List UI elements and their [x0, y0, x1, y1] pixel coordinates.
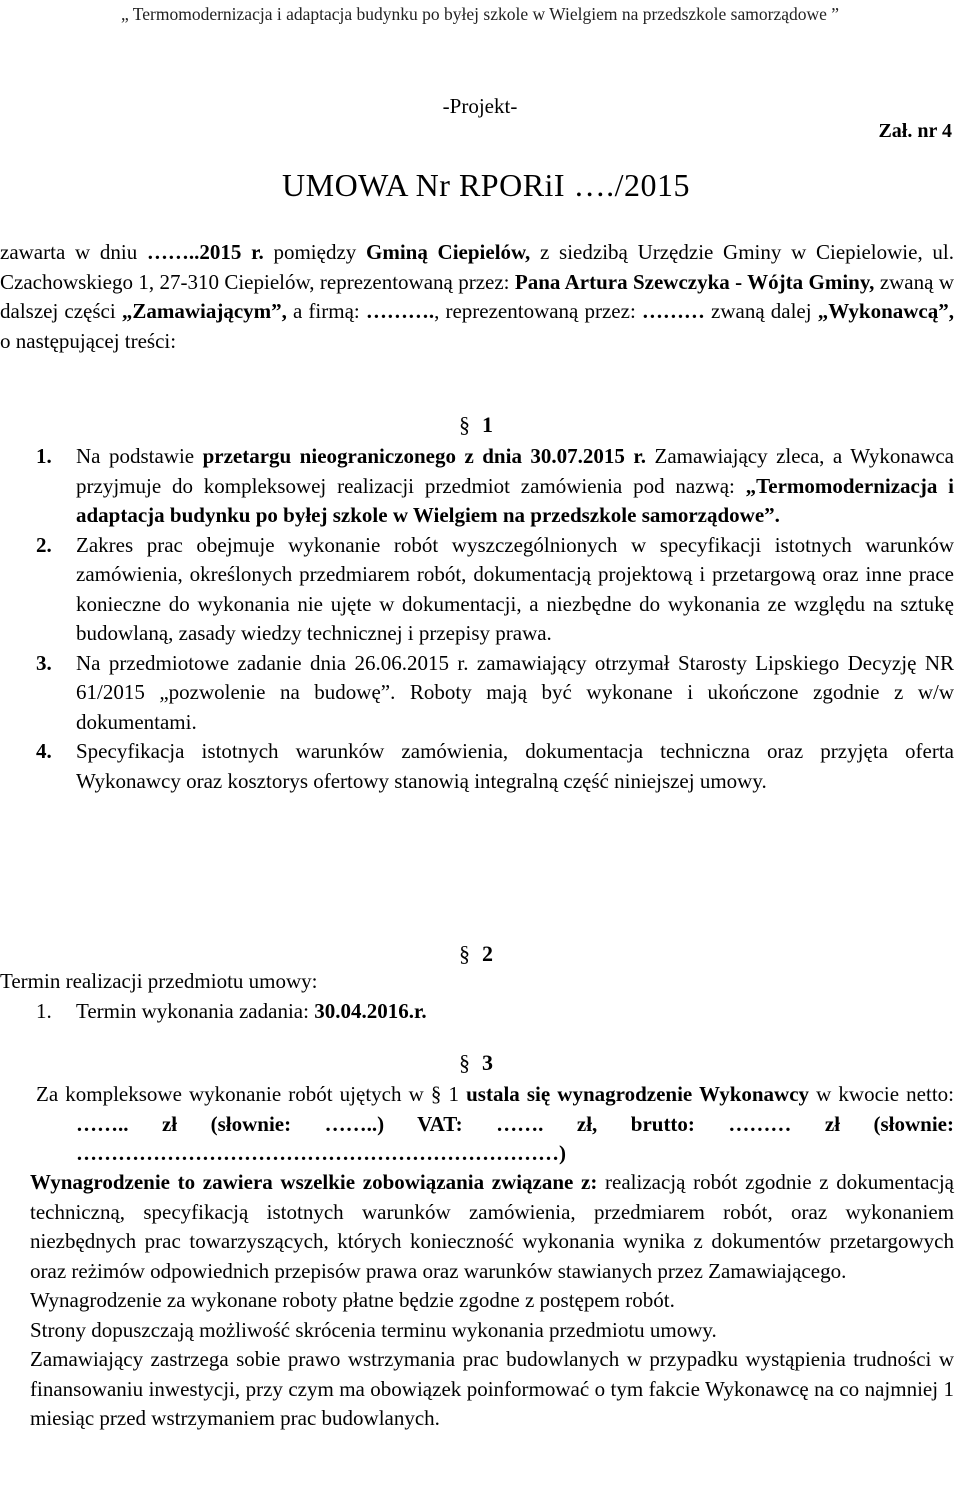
section-2-body [0, 967, 954, 1026]
list-item: 1. Na podstawie przetargu nieograniczonego z dnia 30.07.2015 r. Zamawiający zleca, a Wykonawca przyjmuje do kompleksowej realizacji przedmiot zamówienia pod nazwą: „Termomodernizacja i adaptacja budynku po byłej szkole w Wielgiem na przedszkole samorządowe”. [36, 444, 955, 527]
intro-paragraph: zawarta w dniu ……..2015 r. pomiędzy Gminą Ciepielów, z siedzibą Urzędzie Gminy w Ciepielowie, ul. Czachowskiego 1, 27-310 Ciepielów, reprezentowaną przez: Pana Artura Szewczyka - Wójta Gminy, zwaną w dalszej części „Zamawiającym”, a firmą: ………., reprezentowaną przez: ……… zwaną dalej „Wykonawcą”, o następującej treści: [0, 240, 955, 353]
section-3-body [30, 1168, 954, 1434]
section-heading-1: § 1 [459, 412, 493, 437]
section-3-remuneration: Za kompleksowe wykonanie robót ujętych w § 1 ustala się wynagrodzenie Wykonawcy w kwocie netto: …….. zł (słownie: ……..) VAT: ……. zł, brutto: ……… zł (słownie: ……………………………………………………………) [36, 1082, 954, 1165]
section-symbol: § [459, 941, 470, 966]
section-3-paragraph: Wynagrodzenie za wykonane roboty płatne będzie zgodne z postępem robót. [30, 1288, 675, 1312]
section-heading-3: § 3 [459, 1050, 493, 1075]
section-symbol: § [459, 412, 470, 437]
section-2-lead: Termin realizacji przedmiotu umowy: [0, 969, 318, 993]
section-3-paragraph: Wynagrodzenie to zawiera wszelkie zobowiązania związane z: realizacją robót zgodnie z dokumentacją techniczną, specyfikacją istotnych warunków zamówienia, przedmiarem robót, oraz wykonaniem niezbędnych prac towarzyszących, których konieczność wykonania wynika z dokumentów przetargowych oraz reżimów odpowiednich przepisów prawa oraz warunków stawianych przez Zamawiającego. [30, 1170, 954, 1283]
list-item: 2. Zakres prac obejmuje wykonanie robót wyszczególnionych w specyfikacji istotnych warunków zamówienia, określonych przedmiarem robót, dokumentacją projektową i przetargową oraz inne prace konieczne do wykonania nie ujęte w dokumentacji, a niezbędne do wykonania ze względu na sztukę budowlaną, zasady wiedzy technicznej i przepisy prawa. [36, 532, 954, 645]
projekt-label: -Projekt- [442, 94, 518, 118]
attachment-number: Zał. nr 4 [878, 120, 952, 142]
section-symbol: § [459, 1050, 470, 1075]
section-3-paragraph: Zamawiający zastrzega sobie prawo wstrzymania prac budowlanych w przypadku wystąpienia trudności w finansowaniu inwestycji, przy czym ma obowiązek poinformować o tym fakcie Wykonawcę na co najmniej 1 miesiąc przed wstrzymaniem prac budowlanych. [30, 1347, 954, 1430]
list-item: 1. Termin wykonania zadania: 30.04.2016.r. [36, 998, 427, 1023]
section-1-list [0, 442, 954, 796]
list-item: 4. Specyfikacja istotnych warunków zamówienia, dokumentacja techniczna oraz przyjęta oferta Wykonawcy oraz kosztorys ofertowy stanowią integralną część niniejszej umowy. [36, 739, 954, 793]
section-3-paragraph: Strony dopuszczają możliwość skrócenia terminu wykonania przedmiotu umowy. [30, 1317, 717, 1342]
section-heading-2: § 2 [459, 941, 493, 966]
list-item: 3. Na przedmiotowe zadanie dnia 26.06.2015 r. zamawiający otrzymał Starosty Lipskiego Decyzję NR 61/2015 „pozwolenie na budowę”. Roboty mają być wykonane i ukończone zgodnie z w/w dokumentami. [36, 650, 954, 734]
running-header: „ Termomodernizacja i adaptacja budynku po byłej szkole w Wielgiem na przedszkole samorządowe ” [120, 4, 840, 24]
document-title: UMOWA Nr RPORiI …./2015 [282, 167, 690, 203]
